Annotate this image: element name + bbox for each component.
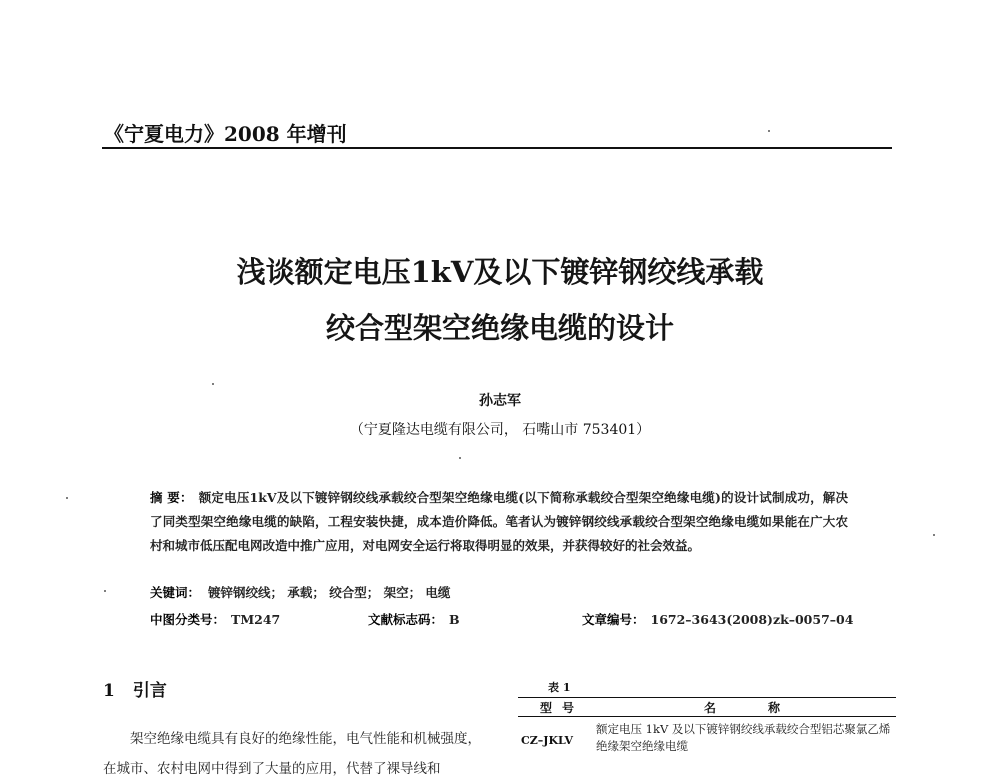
clc-label: 中图分类号： xyxy=(150,612,226,627)
table-top-rule xyxy=(518,697,896,698)
scan-speck xyxy=(768,130,770,132)
table-row-model: CZ–JKLV xyxy=(521,734,574,747)
scan-speck xyxy=(212,383,214,385)
article-number xyxy=(582,610,853,628)
table-row-name: 额定电压 1kV 及以下镀锌钢绞线承载绞合型铝芯聚氯乙烯绝缘架空绝缘电缆 xyxy=(596,722,891,753)
article-label: 文章编号： xyxy=(582,612,645,627)
section-1-heading xyxy=(103,676,167,701)
document-code xyxy=(368,610,460,628)
abstract-label: 摘 要： xyxy=(150,490,193,505)
author: 孙志军 xyxy=(479,393,521,409)
header-rule xyxy=(102,147,892,149)
journal-header: 《宁夏电力》2008 年增刊 xyxy=(104,122,347,146)
clc-value: TM247 xyxy=(231,612,281,627)
table-header-rule xyxy=(518,716,896,717)
title-line-2: 绞合型架空绝缘电缆的设计 xyxy=(325,311,674,345)
affiliation: （宁夏隆达电缆有限公司， 石嘴山市 753401） xyxy=(349,422,651,438)
scan-speck xyxy=(104,590,106,592)
scan-speck xyxy=(933,534,935,536)
doc-label: 文献标志码： xyxy=(368,612,444,627)
section-1-paragraph: 架空绝缘电缆具有良好的绝缘性能，电气性能和机械强度，在城市、农村电网中得到了大量的应用，代替了裸导线和 xyxy=(103,731,481,777)
scan-speck xyxy=(459,457,461,459)
table-header-model: 型号 xyxy=(540,701,585,715)
table-header-name: 名称 xyxy=(704,701,833,715)
article-value: 1672–3643(2008)zk–0057–04 xyxy=(650,612,854,627)
section-1-title: 引言 xyxy=(132,681,167,701)
doc-value: B xyxy=(449,612,460,627)
scan-speck xyxy=(66,497,68,499)
abstract-text: 额定电压1kV及以下镀锌钢绞线承载绞合型架空绝缘电缆(以下简称承载绞合型架空绝缘电缆)的设计试制成功，解决了同类型架空绝缘电缆的缺陷，工程安装快捷，成本造价降低。笔者认为镀锌钢绞线承载绞合型架空绝缘电缆如果能在广大农村和城市低压配电网改造中推广应用，对电网安全运行将取得明显的效果，并获得较好的社会效益。 xyxy=(150,490,848,553)
keywords-text: 镀锌钢绞线； 承载； 绞合型； 架空； 电缆 xyxy=(208,585,451,600)
abstract xyxy=(150,486,848,558)
table-1-caption: 表 1 xyxy=(548,681,571,694)
keywords xyxy=(150,583,450,601)
keywords-label: 关键词： xyxy=(150,585,201,600)
title-line-1: 浅谈额定电压1kV及以下镀锌钢绞线承载 xyxy=(236,255,764,289)
clc-number xyxy=(150,610,280,628)
section-1-number: 1 xyxy=(103,681,115,701)
